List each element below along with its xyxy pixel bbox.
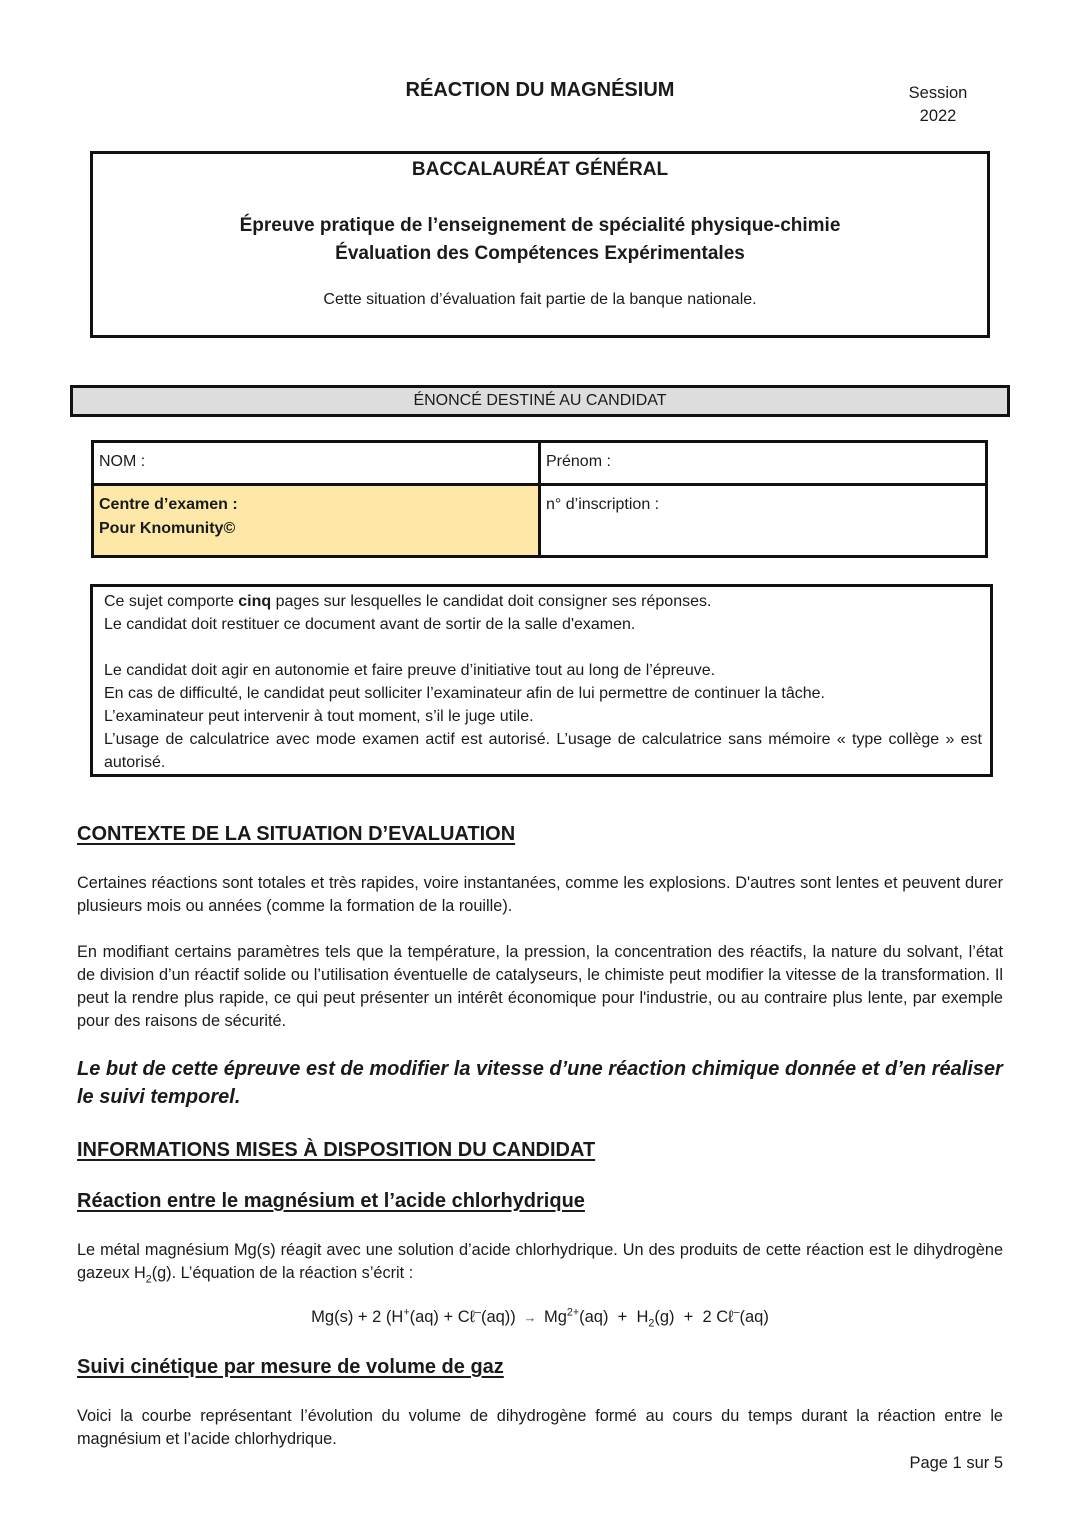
contexte-paragraph-1: Certaines réactions sont totales et très rapides, voire instantanées, comme les explosions. D'autres sont lentes et peuvent durer plusieurs mois ou années (comme la formation de la rouille). xyxy=(77,874,1003,915)
superscript: – xyxy=(733,1306,740,1319)
instruction-line: En cas de difficulté, le candidat peut solliciter l’examinateur afin de lui permettre de continuer la tâche. xyxy=(104,685,825,702)
contexte-heading: CONTEXTE DE LA SITUATION D’EVALUATION xyxy=(77,823,516,845)
reaction-arrow-icon: → xyxy=(523,1310,537,1325)
equation-part: (aq) + H xyxy=(579,1308,649,1326)
instruction-line: L’examinateur peut intervenir à tout moment, s’il le juge utile. xyxy=(104,708,534,725)
enonce-banner: ÉNONCÉ DESTINÉ AU CANDIDAT xyxy=(70,385,1010,417)
goal-statement: Le but de cette épreuve est de modifier la vitesse d’une réaction chimique donnée et d’en réaliser le suivi temporel. xyxy=(77,1058,1003,1108)
equation-part: (aq)) xyxy=(480,1308,516,1326)
centre-value: Pour Knomunity© xyxy=(99,519,236,537)
inscription-label: n° d’inscription : xyxy=(546,495,660,513)
session-word: Session xyxy=(908,84,968,102)
reaction-equation xyxy=(0,1306,1080,1330)
superscript: 2+ xyxy=(566,1306,580,1319)
centre-examen-field[interactable] xyxy=(93,484,540,557)
reaction-heading: Réaction entre le magnésium et l’acide chlorhydrique xyxy=(77,1190,585,1212)
inscription-field[interactable] xyxy=(540,484,987,557)
instruction-line xyxy=(104,590,982,613)
equation-part: Mg(s) + 2 (H xyxy=(311,1308,404,1326)
candidate-info-table xyxy=(91,440,988,558)
contexte-paragraph-2: En modifiant certains paramètres tels que la température, la pression, la concentration des réactifs, la nature du solvant, l’état de division d’un réactif solide ou l’utilisation éventuelle de catalyseurs, le chimiste peut modifier la vitesse de la transformation. Il peut la rendre plus rapide, ce qui peut présenter un intérêt économique pour l'industrie, ou au contraire plus lente, par exemple pour des raisons de sécurité. xyxy=(77,943,1003,1030)
reaction-text-2b: (g). L’équation de la réaction s’écrit : xyxy=(151,1264,414,1282)
bac-note: Cette situation d’évaluation fait partie de la banque nationale. xyxy=(323,291,757,308)
equation-part: Mg xyxy=(543,1308,567,1326)
informations-heading: INFORMATIONS MISES À DISPOSITION DU CANDIDAT xyxy=(77,1139,596,1161)
instruction-text: Ce sujet comporte xyxy=(104,593,239,610)
suivi-paragraph: Voici la courbe représentant l’évolution du volume de dihydrogène formé au cours du temps durant la réaction entre le magnésium et l’acide chlorhydrique. xyxy=(77,1407,1003,1448)
instruction-line: Le candidat doit restituer ce document avant de sortir de la salle d'examen. xyxy=(104,616,636,633)
bac-subtitle-line1: Épreuve pratique de l’enseignement de spécialité physique-chimie xyxy=(239,215,841,236)
instruction-text: pages sur lesquelles le candidat doit consigner ses réponses. xyxy=(271,593,712,610)
equation-part: (aq) xyxy=(739,1308,769,1326)
superscript: + xyxy=(403,1306,410,1319)
nom-label: NOM : xyxy=(99,453,146,470)
instructions-box xyxy=(90,584,993,777)
suivi-heading: Suivi cinétique par mesure de volume de gaz xyxy=(77,1356,504,1378)
page-number: Page 1 sur 5 xyxy=(909,1454,1003,1472)
prenom-label: Prénom : xyxy=(546,453,611,470)
baccalaureat-box xyxy=(90,151,990,338)
page-title: RÉACTION DU MAGNÉSIUM xyxy=(405,79,675,101)
nom-field[interactable] xyxy=(93,442,540,485)
equation-part: (aq) + Cℓ xyxy=(409,1308,475,1326)
centre-label: Centre d’examen : xyxy=(99,495,238,513)
bac-subtitle-line2: Évaluation des Compétences Expérimentales xyxy=(335,243,745,264)
instruction-line: Le candidat doit agir en autonomie et faire preuve d’initiative tout au long de l’épreuve. xyxy=(104,662,716,679)
reaction-paragraph xyxy=(77,1239,1003,1285)
instruction-line: L’usage de calculatrice avec mode examen actif est autorisé. L’usage de calculatrice sans mémoire « type collège » est autorisé. xyxy=(104,731,982,771)
superscript: – xyxy=(474,1306,481,1319)
spacer xyxy=(104,636,982,659)
session-label xyxy=(888,82,988,128)
prenom-field[interactable] xyxy=(540,442,987,485)
reaction-text-1: Le métal magnésium Mg(s) réagit avec une solution d’acide chlorhydrique. Un des produits de cette réaction est le xyxy=(77,1241,909,1259)
reaction-text-2a: dihydrogène gazeux H xyxy=(77,1241,1004,1282)
equation-part: (g) + 2 Cℓ xyxy=(654,1308,734,1326)
instruction-emphasis: cinq xyxy=(238,593,272,610)
session-year: 2022 xyxy=(919,107,957,125)
subscript: 2 xyxy=(145,1273,152,1286)
bac-title: BACCALAURÉAT GÉNÉRAL xyxy=(411,159,669,180)
subscript: 2 xyxy=(648,1317,655,1330)
bac-subtitle xyxy=(93,212,987,268)
